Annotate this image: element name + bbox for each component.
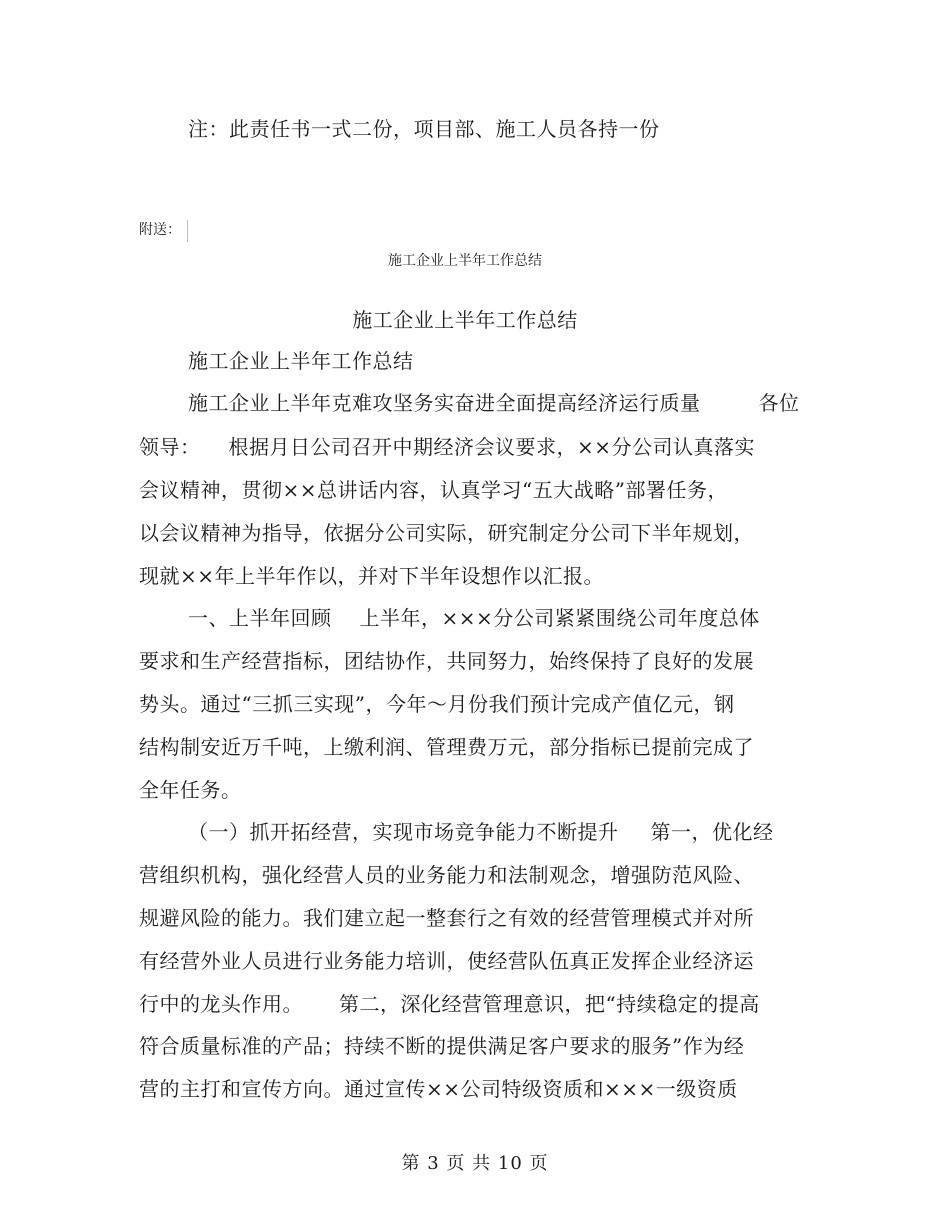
body-line-13: 规避风险的能力。我们建立起一整套行之有效的经营管理模式并对所: [139, 906, 754, 930]
body-text: 第一，优化经: [650, 820, 774, 844]
page-footer: [0, 1152, 950, 1176]
footer-prefix: 第: [401, 1153, 421, 1174]
body-line-5: 现就××年上半年作以，并对下半年设想作以汇报。: [139, 564, 605, 588]
note-line: 注：此责任书一式二份，项目部、施工人员各持一份: [188, 117, 660, 141]
body-text: 行中的龙头作用。: [139, 992, 303, 1016]
body-line-14: 有经营外业人员进行业务能力培训，使经营队伍真正发挥企业经济运: [139, 949, 754, 973]
body-line-2: [139, 434, 755, 460]
body-text: 施工企业上半年克难攻坚务实奋进全面提高经济运行质量: [188, 391, 701, 415]
small-heading: 施工企业上半年工作总结: [388, 253, 542, 269]
body-line-10: 全年任务。: [139, 778, 242, 802]
body-text: 领导：: [139, 435, 201, 459]
body-line-16: 符合质量标准的产品；持续不断的提供满足客户要求的服务”作为经: [139, 1034, 745, 1058]
body-line-17: 营的主打和宣传方向。通过宣传××公司特级资质和×××一级资质: [139, 1077, 738, 1101]
body-text: 第二，深化经营管理意识，把“持续稳定的提高: [339, 992, 760, 1016]
footer-page-number: 3: [427, 1153, 440, 1174]
body-line-9: 结构制安近万千吨，上缴利润、管理费万元，部分指标已提前完成了: [139, 735, 754, 759]
body-line-7: 要求和生产经营指标，团结协作，共同努力，始终保持了良好的发展: [139, 649, 754, 673]
footer-middle: 页 共: [446, 1153, 492, 1174]
body-line-8: 势头。通过“三抓三实现”，今年～月份我们预计完成产值亿元，钢: [139, 692, 735, 716]
footer-suffix: 页: [529, 1153, 549, 1174]
document-title: 施工企业上半年工作总结: [352, 308, 578, 332]
body-line-6: [188, 605, 760, 631]
body-line-12: 营组织机构，强化经营人员的业务能力和法制观念，增强防范风险、: [139, 863, 754, 887]
footer-total-pages: 10: [497, 1153, 523, 1174]
body-text: 根据月日公司召开中期经济会议要求，××分公司认真落实: [228, 435, 756, 459]
section-heading: （一）抓开拓经营，实现市场竞争能力不断提升: [188, 820, 619, 844]
body-line-15: [139, 991, 760, 1017]
body-line-4: 以会议精神为指导，依据分公司实际，研究制定分公司下半年规划，: [139, 521, 754, 545]
section-heading: 一、上半年回顾: [188, 606, 332, 630]
body-line-11: [188, 819, 774, 845]
attachment-label: 附送：: [139, 222, 181, 238]
body-line-1: [188, 390, 800, 416]
body-text: 各位: [758, 391, 800, 415]
body-text: 上半年，×××分公司紧紧围绕公司年度总体: [359, 606, 760, 630]
body-line-3: 会议精神，贯彻××总讲话内容，认真学习“五大战略”部署任务，: [139, 478, 728, 502]
text-cursor-divider: [187, 220, 188, 242]
document-subtitle: 施工企业上半年工作总结: [188, 349, 414, 373]
